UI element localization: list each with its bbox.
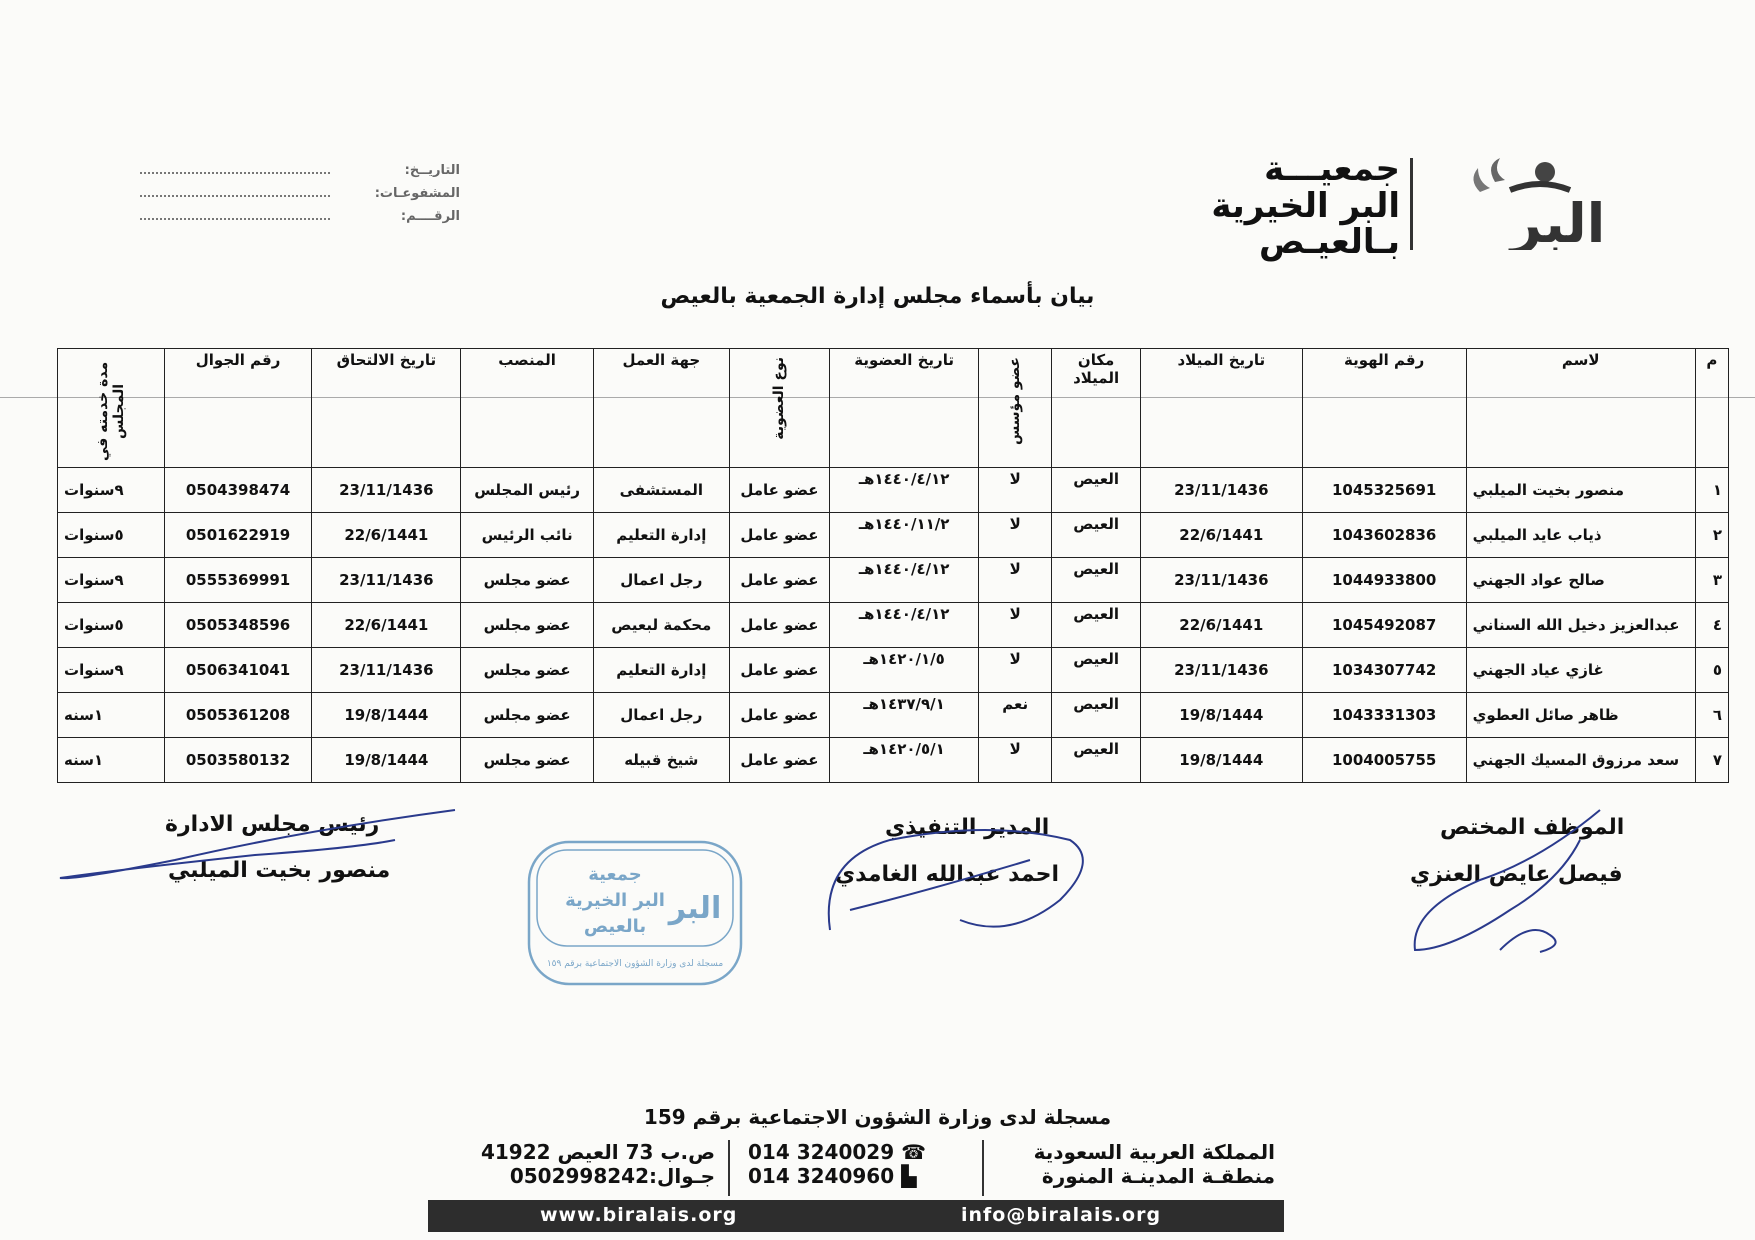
footer-mobile: جـوال:0502998242: [509, 1164, 715, 1188]
table-row: [58, 513, 1729, 558]
cell-join-date: 19/8/1444: [312, 693, 461, 738]
cell-id: 1045325691: [1302, 468, 1466, 513]
stamp-line1: جمعية: [588, 864, 642, 885]
footer-address: [1005, 1140, 1275, 1188]
footer-divider-1: [982, 1140, 984, 1196]
cell-service: ٩سنوات: [58, 558, 165, 603]
cell-founder: لا: [979, 468, 1052, 513]
cell-workplace: المستشفى: [593, 468, 729, 513]
manager-title: المدير التنفيذي: [885, 815, 1050, 840]
board-members-table: [57, 348, 1729, 783]
cell-founder: لا: [979, 513, 1052, 558]
charity-logo: [1440, 150, 1605, 250]
cell-membership-date: ١٤٤٠/٤/١٢هـ: [830, 558, 979, 603]
cell-join-date: 19/8/1444: [312, 738, 461, 783]
cell-name: غازي عياد الجهني: [1466, 648, 1695, 693]
cell-service: ١سنه: [58, 738, 165, 783]
cell-num: ٦: [1695, 693, 1728, 738]
header-workplace: جهة العمل: [593, 349, 729, 468]
cell-membership-type: عضو عامل: [729, 468, 830, 513]
cell-dob: 23/11/1436: [1140, 648, 1302, 693]
phone-icon: ☎: [901, 1140, 927, 1164]
cell-num: ٢: [1695, 513, 1728, 558]
header-dob: تاريخ الميلاد: [1140, 349, 1302, 468]
cell-join-date: 23/11/1436: [312, 648, 461, 693]
chair-title: رئيس مجلس الادارة: [165, 812, 380, 837]
cell-service: ١سنه: [58, 693, 165, 738]
cell-position: عضو مجلس: [461, 693, 594, 738]
cell-founder: لا: [979, 558, 1052, 603]
stamp-line3: بالعيص: [583, 916, 647, 937]
attachments-field: [120, 185, 460, 208]
svg-text:البر: البر: [668, 891, 722, 926]
cell-id: 1043602836: [1302, 513, 1466, 558]
cell-membership-date: ١٤٤٠/٤/١٢هـ: [830, 468, 979, 513]
cell-join-date: 23/11/1436: [312, 468, 461, 513]
cell-position: رئيس المجلس: [461, 468, 594, 513]
cell-id: 1004005755: [1302, 738, 1466, 783]
chair-signature: [55, 800, 465, 900]
manager-name: احمد عبدالله الغامدي: [835, 862, 1059, 887]
cell-birthplace: العيص: [1052, 738, 1140, 783]
employee-title: الموظف المختص: [1440, 815, 1625, 840]
cell-phone: 0503580132: [164, 738, 312, 783]
stamp-bottom: مسجلة لدى وزارة الشؤون الاجتماعية برقم ١٥٩: [546, 959, 724, 969]
org-name: [1120, 150, 1400, 260]
cell-workplace: إدارة التعليم: [593, 648, 729, 693]
cell-membership-date: ١٤٤٠/١١/٢هـ: [830, 513, 979, 558]
cell-num: ١: [1695, 468, 1728, 513]
header-membership-type-text: نوع العضوية: [771, 357, 788, 440]
cell-num: ٣: [1695, 558, 1728, 603]
footer-bar: [428, 1200, 1284, 1232]
footer-contacts: [748, 1140, 968, 1188]
footer-country: المملكة العربية السعودية: [1033, 1140, 1275, 1164]
attachments-dots: [140, 185, 330, 197]
reference-fields: [120, 162, 460, 231]
document-title: بيان بأسماء مجلس إدارة الجمعية بالعيص: [660, 284, 1095, 309]
cell-membership-date: ١٤٢٠/٥/١هـ: [830, 738, 979, 783]
employee-signature: [1390, 800, 1620, 965]
cell-workplace: إدارة التعليم: [593, 513, 729, 558]
cell-service: ٥سنوات: [58, 603, 165, 648]
registration-line: مسجلة لدى وزارة الشؤون الاجتماعية برقم 159: [643, 1105, 1112, 1129]
cell-num: ٧: [1695, 738, 1728, 783]
org-name-line3: بـالعيـص: [1259, 222, 1400, 262]
cell-join-date: 22/6/1441: [312, 603, 461, 648]
employee-name: فيصل عايض العنزي: [1410, 862, 1623, 887]
cell-membership-type: عضو عامل: [729, 558, 830, 603]
cell-phone: 0555369991: [164, 558, 312, 603]
official-stamp: [525, 838, 745, 988]
cell-workplace: شيخ قبيله: [593, 738, 729, 783]
cell-founder: لا: [979, 648, 1052, 693]
footer-pobox: ص.ب 73 العيص 41922: [480, 1140, 715, 1164]
cell-workplace: رجل اعمال: [593, 693, 729, 738]
cell-founder: لا: [979, 738, 1052, 783]
table-row: [58, 603, 1729, 648]
cell-phone: 0501622919: [164, 513, 312, 558]
cell-founder: نعم: [979, 693, 1052, 738]
cell-service: ٥سنوات: [58, 513, 165, 558]
cell-membership-type: عضو عامل: [729, 603, 830, 648]
footer-website[interactable]: www.biralais.org: [540, 1204, 738, 1226]
chair-name: منصور بخيت الميلبي: [168, 858, 391, 883]
cell-name: عبدالعزيز دخيل الله السناني: [1466, 603, 1695, 648]
footer-fax: 014 3240960: [748, 1164, 895, 1188]
table-row: [58, 738, 1729, 783]
header-num: م: [1695, 349, 1728, 468]
cell-birthplace: العيص: [1052, 468, 1140, 513]
cell-membership-date: ١٤٢٠/١/٥هـ: [830, 648, 979, 693]
header-position: المنصب: [461, 349, 594, 468]
header-service: [58, 349, 165, 468]
manager-signature: [810, 800, 1100, 950]
header-membership-date: تاريخ العضوية: [830, 349, 979, 468]
table-row: [58, 648, 1729, 693]
cell-membership-date: ١٤٣٧/٩/١هـ: [830, 693, 979, 738]
cell-id: 1034307742: [1302, 648, 1466, 693]
header-founder-text: عضو مؤسس: [1007, 357, 1024, 446]
cell-birthplace: العيص: [1052, 693, 1140, 738]
footer-region: منطقـة المدينـة المنورة: [1041, 1164, 1275, 1188]
number-label: الرقــــم:: [400, 209, 460, 224]
cell-phone: 0504398474: [164, 468, 312, 513]
cell-birthplace: العيص: [1052, 603, 1140, 648]
cell-name: صالح عواد الجهني: [1466, 558, 1695, 603]
cell-dob: 22/6/1441: [1140, 603, 1302, 648]
header-phone: رقم الجوال: [164, 349, 312, 468]
date-dots: [140, 162, 330, 174]
cell-membership-type: عضو عامل: [729, 693, 830, 738]
footer-phone: 014 3240029: [748, 1140, 895, 1164]
footer-postal: [425, 1140, 715, 1188]
header-join-date: تاريخ الالتحاق: [312, 349, 461, 468]
cell-service: ٩سنوات: [58, 648, 165, 693]
date-field: [120, 162, 460, 185]
number-field: [120, 208, 460, 231]
table-header-row: [58, 349, 1729, 468]
cell-membership-type: عضو عامل: [729, 648, 830, 693]
header-id: رقم الهوية: [1302, 349, 1466, 468]
header-service-text: مدة خدمته في المجلس: [94, 361, 127, 461]
cell-num: ٥: [1695, 648, 1728, 693]
org-name-line1: جمعيـــة: [1264, 149, 1400, 189]
cell-birthplace: العيص: [1052, 648, 1140, 693]
fax-icon: ▙: [901, 1164, 917, 1188]
header-founder: [979, 349, 1052, 468]
cell-id: 1043331303: [1302, 693, 1466, 738]
cell-membership-type: عضو عامل: [729, 513, 830, 558]
cell-workplace: رجل اعمال: [593, 558, 729, 603]
logo-text: البر: [1510, 192, 1605, 250]
cell-phone: 0505348596: [164, 603, 312, 648]
logo-divider: [1410, 158, 1413, 250]
cell-dob: 19/8/1444: [1140, 738, 1302, 783]
cell-id: 1044933800: [1302, 558, 1466, 603]
cell-birthplace: العيص: [1052, 513, 1140, 558]
cell-membership-date: ١٤٤٠/٤/١٢هـ: [830, 603, 979, 648]
cell-birthplace: العيص: [1052, 558, 1140, 603]
cell-workplace: محكمة لبعيص: [593, 603, 729, 648]
number-dots: [140, 208, 330, 220]
cell-position: عضو مجلس: [461, 648, 594, 693]
cell-num: ٤: [1695, 603, 1728, 648]
stamp-line2: البر الخيرية: [565, 890, 665, 911]
table-row: [58, 693, 1729, 738]
header-name: لاسم: [1466, 349, 1695, 468]
cell-phone: 0506341041: [164, 648, 312, 693]
cell-dob: 19/8/1444: [1140, 693, 1302, 738]
table-row: [58, 468, 1729, 513]
cell-service: ٩سنوات: [58, 468, 165, 513]
cell-name: ذياب عايد الميلبي: [1466, 513, 1695, 558]
cell-position: عضو مجلس: [461, 558, 594, 603]
table-row: [58, 558, 1729, 603]
cell-join-date: 23/11/1436: [312, 558, 461, 603]
cell-name: منصور بخيت الميلبي: [1466, 468, 1695, 513]
cell-name: سعد مرزوق المسيك الجهني: [1466, 738, 1695, 783]
cell-dob: 23/11/1436: [1140, 468, 1302, 513]
cell-position: نائب الرئيس: [461, 513, 594, 558]
attachments-label: المشفوعـات:: [374, 186, 460, 201]
cell-membership-type: عضو عامل: [729, 738, 830, 783]
cell-position: عضو مجلس: [461, 603, 594, 648]
cell-dob: 23/11/1436: [1140, 558, 1302, 603]
footer-divider-2: [728, 1140, 730, 1196]
header-membership-type: [729, 349, 830, 468]
org-name-line2: البر الخيرية: [1211, 186, 1400, 226]
footer-email[interactable]: info@biralais.org: [961, 1204, 1162, 1226]
cell-dob: 22/6/1441: [1140, 513, 1302, 558]
header-birthplace: مكان الميلاد: [1052, 349, 1140, 468]
cell-name: ظاهر صائل العطوي: [1466, 693, 1695, 738]
cell-join-date: 22/6/1441: [312, 513, 461, 558]
cell-founder: لا: [979, 603, 1052, 648]
cell-id: 1045492087: [1302, 603, 1466, 648]
cell-phone: 0505361208: [164, 693, 312, 738]
cell-position: عضو مجلس: [461, 738, 594, 783]
date-label: التاريــخ:: [404, 163, 460, 178]
